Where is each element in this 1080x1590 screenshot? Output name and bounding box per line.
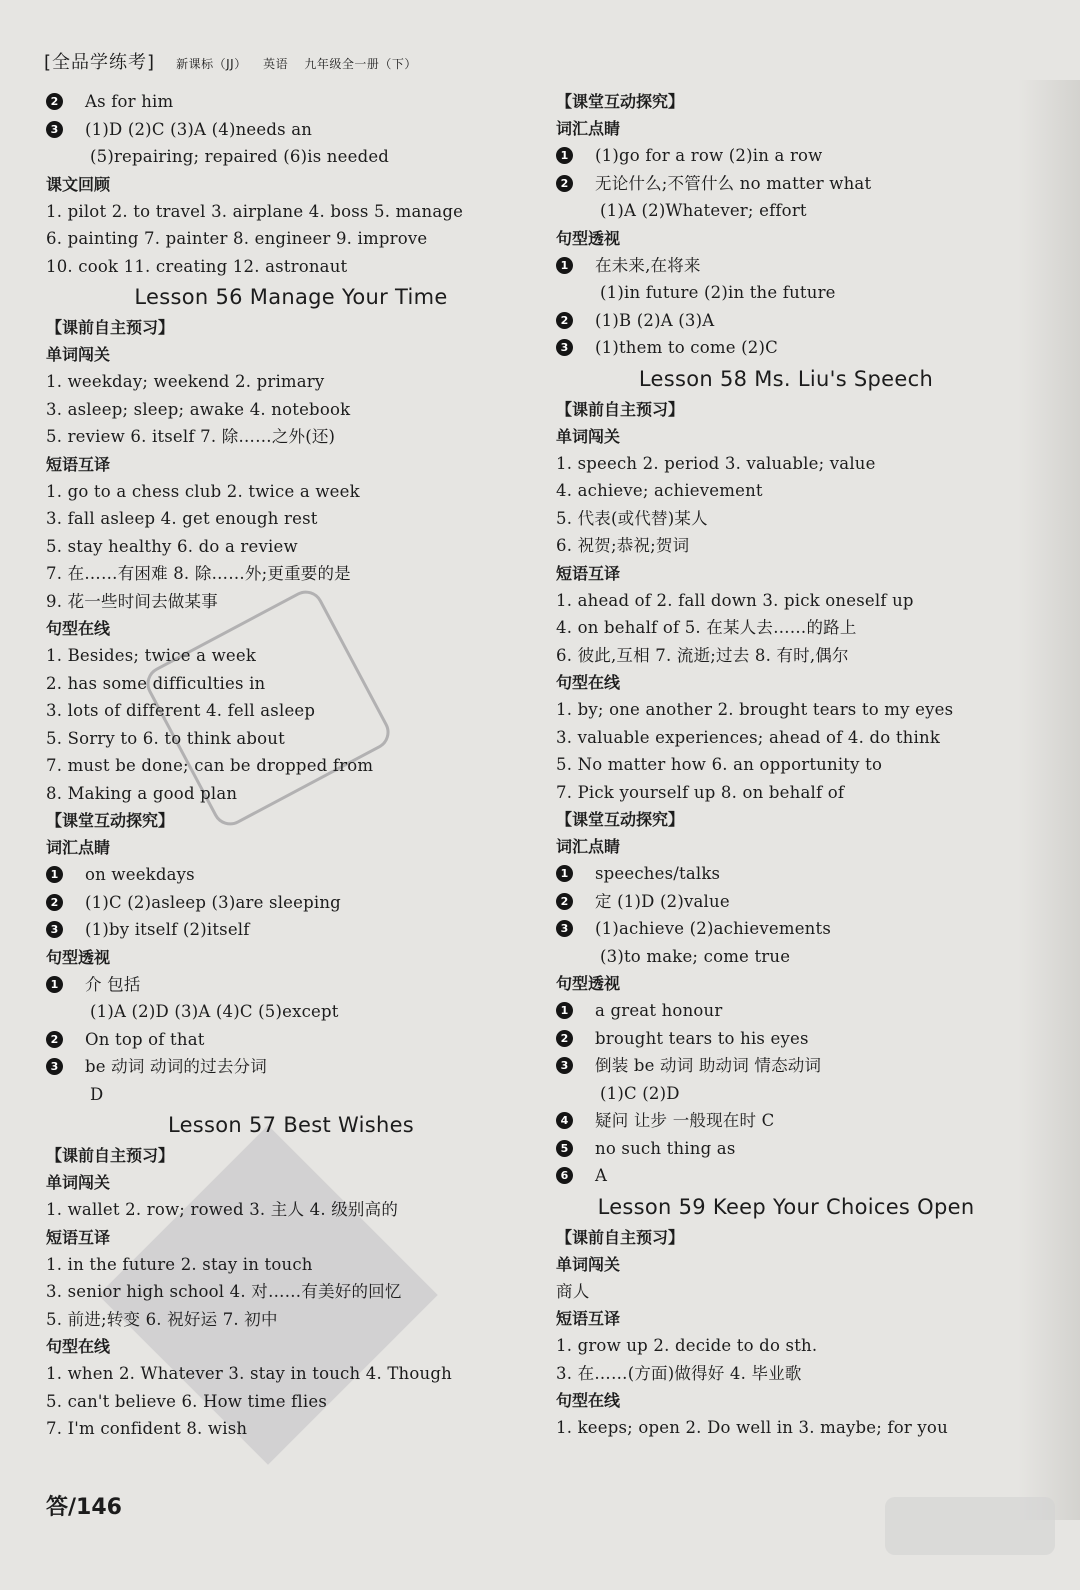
corner-watermark-logo xyxy=(885,1497,1055,1555)
answer-text: no such thing as xyxy=(595,1138,736,1158)
answer-line: 7. I'm confident 8. wish xyxy=(46,1419,248,1438)
subject-label: 英语 xyxy=(263,57,289,71)
numbered-answer xyxy=(556,307,1016,335)
answer-line: 3. asleep; sleep; awake 4. notebook xyxy=(46,399,351,419)
answer-text: A xyxy=(595,1166,608,1185)
answer-line: 5. 代表(或代替)某人 xyxy=(556,508,708,528)
lesson-title: Lesson 56 Manage Your Time xyxy=(134,285,448,309)
number-badge: 4 xyxy=(556,1112,573,1129)
number-badge: 2 xyxy=(556,312,573,329)
answer-continuation: (5)repairing; repaired (6)is needed xyxy=(90,147,390,166)
number-badge: 1 xyxy=(556,865,573,882)
number-badge: 3 xyxy=(556,920,573,937)
numbered-answer xyxy=(46,971,536,999)
answer-line: 1. speech 2. period 3. valuable; value xyxy=(556,453,876,473)
answer-line: 1. when 2. Whatever 3. stay in touch 4. Though xyxy=(46,1364,452,1383)
answer-line: 9. 花一些时间去做某事 xyxy=(46,591,218,611)
answer-text: As for him xyxy=(85,92,174,111)
numbered-answer xyxy=(46,1053,536,1081)
numbered-answer xyxy=(46,88,536,116)
answer-text: (1)by itself (2)itself xyxy=(85,920,250,939)
subsection-heading: 短语互译 xyxy=(556,563,621,583)
answer-line: 6. 祝贺;恭祝;贺词 xyxy=(556,536,690,555)
number-badge: 3 xyxy=(46,921,63,938)
subsection-heading: 句型在线 xyxy=(556,1391,621,1410)
answer-line: 1. wallet 2. row; rowed 3. 主人 4. 级别高的 xyxy=(46,1200,399,1219)
number-badge: 3 xyxy=(556,1057,573,1074)
answer-line: 1. by; one another 2. brought tears to my eyes xyxy=(556,700,954,719)
right-column xyxy=(556,88,1016,1442)
answer-text: (1)go for a row (2)in a row xyxy=(595,146,823,165)
answer-line: 3. lots of different 4. fell asleep xyxy=(46,701,316,720)
answer-line: 5. stay healthy 6. do a review xyxy=(46,536,298,556)
answer-text: (1)B (2)A (3)A xyxy=(595,310,715,330)
numbered-answer xyxy=(46,861,536,889)
number-badge: 1 xyxy=(556,1002,573,1019)
answer-line: 6. painting 7. painter 8. engineer 9. improve xyxy=(46,229,428,248)
numbered-answer xyxy=(556,170,1016,198)
section-bracket-heading: 【课前自主预习】 xyxy=(556,399,685,419)
answer-text: 无论什么;不管什么 no matter what xyxy=(595,173,872,193)
number-badge: 3 xyxy=(46,121,63,138)
answer-line: 3. senior high school 4. 对……有美好的回忆 xyxy=(46,1282,402,1301)
answer-line: 5. review 6. itself 7. 除……之外(还) xyxy=(46,427,336,446)
answer-line: 5. Sorry to 6. to think about xyxy=(46,728,285,748)
answer-line: 7. must be done; can be dropped from xyxy=(46,756,374,775)
page-number: 答/146 xyxy=(46,1495,122,1520)
numbered-answer xyxy=(556,1135,1016,1163)
numbered-answer xyxy=(556,915,1016,943)
numbered-answer xyxy=(556,860,1016,888)
answer-line: 1. go to a chess club 2. twice a week xyxy=(46,481,360,501)
subsection-heading: 短语互译 xyxy=(46,1227,111,1247)
number-badge: 2 xyxy=(46,1031,63,1048)
numbered-answer xyxy=(556,997,1016,1025)
answer-continuation: (1)C (2)D xyxy=(600,1083,680,1103)
subsection-heading: 词汇点睛 xyxy=(556,119,621,138)
lesson-title: Lesson 58 Ms. Liu's Speech xyxy=(638,366,934,391)
number-badge: 3 xyxy=(46,1058,63,1075)
numbered-answer xyxy=(556,252,1016,280)
answer-text: 倒装 be 动词 助动词 情态动词 xyxy=(595,1056,822,1075)
subsection-heading: 短语互译 xyxy=(556,1309,621,1328)
number-badge: 6 xyxy=(556,1167,573,1184)
answer-line: 4. achieve; achievement xyxy=(556,481,763,500)
answer-text: (1)D (2)C (3)A (4)needs an xyxy=(85,119,313,139)
answer-continuation: (1)A (2)Whatever; effort xyxy=(600,201,807,220)
number-badge: 2 xyxy=(46,93,63,110)
subsection-heading: 句型在线 xyxy=(46,1337,111,1356)
section-bracket-heading: 【课前自主预习】 xyxy=(556,1227,685,1247)
subsection-heading: 词汇点睛 xyxy=(556,837,621,856)
numbered-answer xyxy=(556,1162,1016,1190)
number-badge: 5 xyxy=(556,1140,573,1157)
answer-line: 8. Making a good plan xyxy=(46,783,238,803)
answer-text: on weekdays xyxy=(85,865,195,884)
answer-text: brought tears to his eyes xyxy=(595,1028,809,1048)
answer-continuation: (1)in future (2)in the future xyxy=(600,283,836,302)
answer-line: 3. 在……(方面)做得好 4. 毕业歌 xyxy=(556,1363,802,1383)
subsection-heading: 句型透视 xyxy=(556,974,621,993)
grade-label: 九年级全一册（下） xyxy=(304,57,417,71)
facing-page-bleed xyxy=(1018,80,1080,1520)
book-meta xyxy=(176,57,429,71)
number-badge: 2 xyxy=(556,893,573,910)
answer-text: 介 包括 xyxy=(85,974,141,994)
numbered-answer xyxy=(46,889,536,917)
answer-text: 在未来,在将来 xyxy=(595,255,701,275)
subsection-heading: 句型在线 xyxy=(46,619,111,638)
answer-line: 1. grow up 2. decide to do sth. xyxy=(556,1336,818,1355)
section-bracket-heading: 【课堂互动探究】 xyxy=(46,811,175,830)
number-badge: 2 xyxy=(556,1030,573,1047)
numbered-answer xyxy=(46,1026,536,1054)
answer-text: be 动词 动词的过去分词 xyxy=(85,1057,267,1076)
numbered-answer xyxy=(46,116,536,144)
subsection-heading: 短语互译 xyxy=(46,454,111,474)
subsection-heading: 单词闯关 xyxy=(46,1173,111,1192)
answer-text: 疑问 让步 一般现在时 C xyxy=(595,1111,775,1130)
answer-line: 2. has some difficulties in xyxy=(46,673,266,693)
number-badge: 3 xyxy=(556,339,573,356)
answer-line: 3. fall asleep 4. get enough rest xyxy=(46,509,318,528)
number-badge: 2 xyxy=(46,894,63,911)
answer-line: 4. on behalf of 5. 在某人去……的路上 xyxy=(556,618,857,637)
subsection-heading: 句型透视 xyxy=(556,228,621,248)
section-bracket-heading: 【课堂互动探究】 xyxy=(556,92,685,111)
subsection-heading: 词汇点睛 xyxy=(46,838,111,857)
numbered-answer xyxy=(556,334,1016,362)
subsection-heading: 单词闯关 xyxy=(556,426,621,446)
answer-continuation: (1)A (2)D (3)A (4)C (5)except xyxy=(90,1002,339,1021)
numbered-answer xyxy=(556,1107,1016,1135)
answer-line: 商人 xyxy=(556,1281,590,1301)
number-badge: 1 xyxy=(556,147,573,164)
numbered-answer xyxy=(556,1025,1016,1053)
answer-line: 5. No matter how 6. an opportunity to xyxy=(556,755,883,774)
answer-line: 10. cook 11. creating 12. astronaut xyxy=(46,256,348,276)
numbered-answer xyxy=(556,888,1016,916)
answer-text: (1)them to come (2)C xyxy=(595,338,778,357)
answer-line: 6. 彼此,互相 7. 流逝;过去 8. 有时,偶尔 xyxy=(556,645,849,665)
section-bracket-heading: 【课前自主预习】 xyxy=(46,318,175,337)
subsection-heading: 句型透视 xyxy=(46,947,111,967)
section-bracket-heading: 【课堂互动探究】 xyxy=(556,810,685,829)
answer-continuation: D xyxy=(90,1084,104,1104)
number-badge: 2 xyxy=(556,175,573,192)
subsection-heading: 课文回顾 xyxy=(46,174,111,194)
answer-line: 1. keeps; open 2. Do well in 3. maybe; for you xyxy=(556,1418,948,1437)
answer-line: 1. Besides; twice a week xyxy=(46,646,257,665)
answer-line: 7. Pick yourself up 8. on behalf of xyxy=(556,782,845,802)
answer-continuation: (3)to make; come true xyxy=(600,946,791,966)
answer-text: On top of that xyxy=(85,1029,205,1049)
lesson-title: Lesson 57 Best Wishes xyxy=(167,1113,415,1137)
number-badge: 1 xyxy=(46,976,63,993)
number-badge: 1 xyxy=(46,866,63,883)
answer-text: (1)achieve (2)achievements xyxy=(595,919,831,938)
subsection-heading: 单词闯关 xyxy=(46,345,111,364)
answer-line: 1. weekday; weekend 2. primary xyxy=(46,372,325,391)
answer-line: 3. valuable experiences; ahead of 4. do think xyxy=(556,727,941,747)
answer-text: 定 (1)D (2)value xyxy=(595,891,730,911)
answer-line: 1. pilot 2. to travel 3. airplane 4. boss 5. manage xyxy=(46,201,464,221)
answer-line: 1. in the future 2. stay in touch xyxy=(46,1254,313,1274)
answer-line: 7. 在……有困难 8. 除……外;更重要的是 xyxy=(46,564,351,583)
answer-text: speeches/talks xyxy=(595,864,721,883)
subsection-heading: 句型在线 xyxy=(556,673,621,692)
lesson-title: Lesson 59 Keep Your Choices Open xyxy=(597,1194,975,1219)
numbered-answer xyxy=(556,1052,1016,1080)
subsection-heading: 单词闯关 xyxy=(556,1254,621,1274)
answer-line: 5. can't believe 6. How time flies xyxy=(46,1391,328,1411)
answer-line: 5. 前进;转变 6. 祝好运 7. 初中 xyxy=(46,1309,278,1329)
answer-line: 1. ahead of 2. fall down 3. pick oneself up xyxy=(556,590,914,610)
brand-title: [全品学练考] xyxy=(44,52,156,73)
edition-label: 新课标（JJ） xyxy=(176,57,247,71)
page-header xyxy=(44,48,544,78)
numbered-answer xyxy=(556,142,1016,170)
answer-text: (1)C (2)asleep (3)are sleeping xyxy=(85,892,341,912)
numbered-answer xyxy=(46,916,536,944)
answer-text: a great honour xyxy=(595,1001,723,1020)
left-column xyxy=(46,88,536,1443)
section-bracket-heading: 【课前自主预习】 xyxy=(46,1146,175,1165)
number-badge: 1 xyxy=(556,257,573,274)
